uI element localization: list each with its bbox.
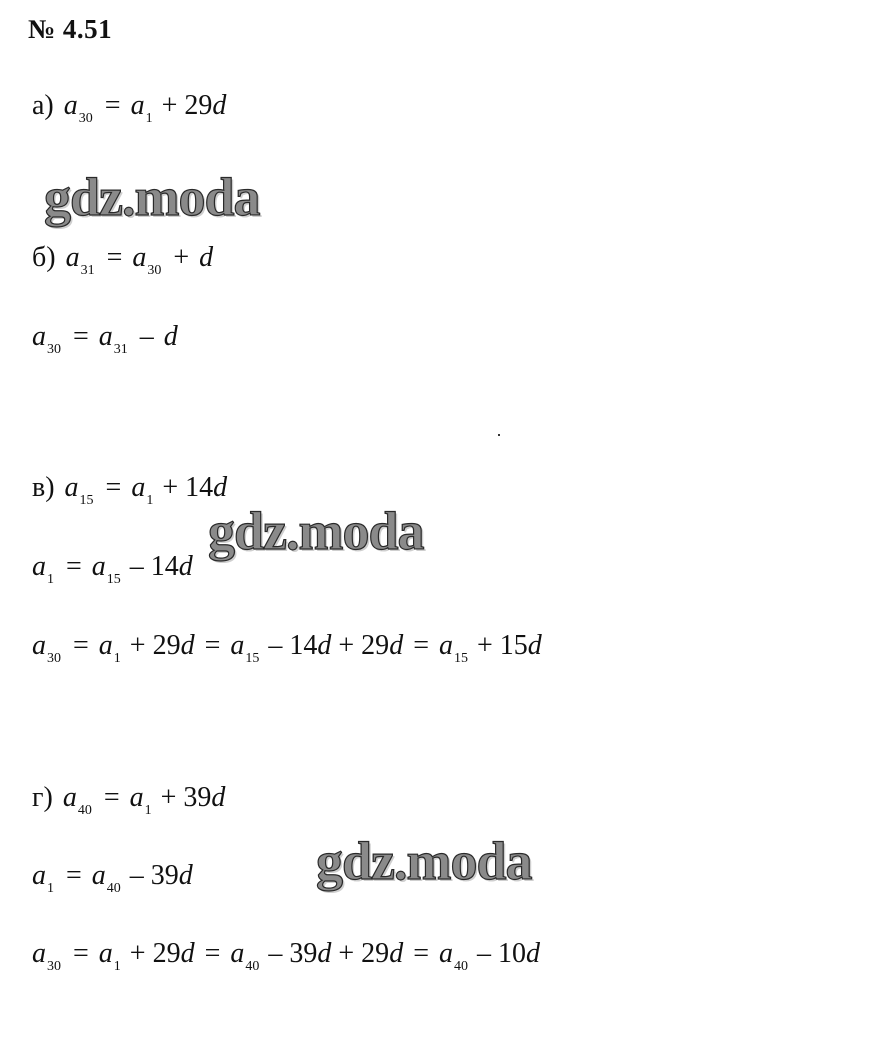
part-d-line-1: г) $a_{40} = a_1 + 39d$ xyxy=(32,782,226,818)
part-d-label: г) xyxy=(32,782,53,813)
part-d-line-2: $a_1 = a_{40} - 39d$ xyxy=(32,860,193,896)
part-c-line-2: $a_1 = a_{15} - 14d$ xyxy=(32,551,193,587)
part-d-line-3: $a_{30} = a_1 + 29d = a_{40} - 39d + 29d = a_{40} - 10d$ xyxy=(32,938,540,974)
part-a-label: а) xyxy=(32,90,54,121)
watermark-logo: gdz.moda xyxy=(44,167,260,227)
problem-number: № 4.51 xyxy=(28,14,113,44)
part-c-label: в) xyxy=(32,472,55,503)
part-c-line-3: $a_{30} = a_1 + 29d = a_{15} - 14d + 29d = a_{15} + 15d$ xyxy=(32,630,542,666)
part-b-label: б) xyxy=(32,242,56,273)
part-b-line-1: б) $a_{31} = a_{30} + d$ xyxy=(32,242,214,278)
part-a-line-1: а) $a_{30} = a_1 + 29d$ xyxy=(32,90,227,126)
stray-dot xyxy=(498,434,500,436)
part-c-line-1: в) $a_{15} = a_1 + 14d$ xyxy=(32,472,228,508)
part-b-line-2: $a_{30} = a_{31} - d$ xyxy=(32,321,178,357)
watermark-logo: gdz.moda xyxy=(208,501,424,561)
watermark-logo: gdz.moda xyxy=(316,831,532,891)
